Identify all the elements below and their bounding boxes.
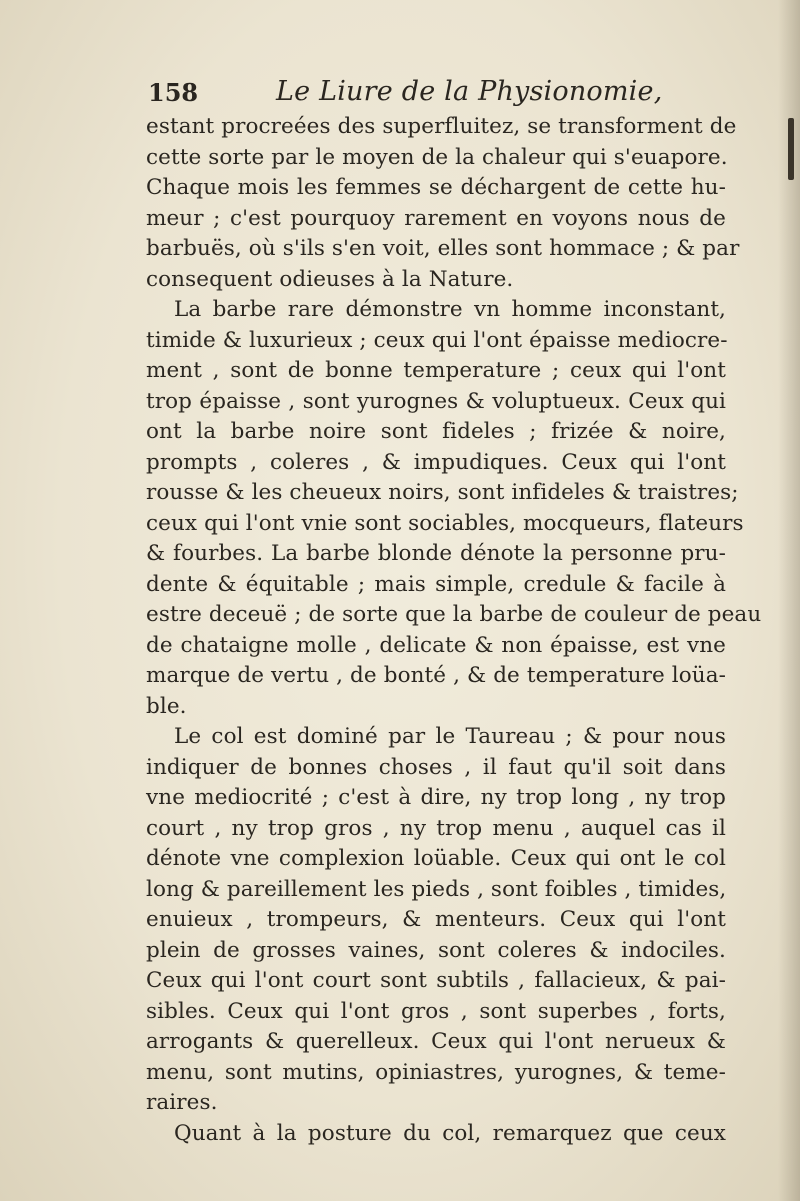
page-number: 158: [148, 78, 199, 107]
text-line: indiquer de bonnes choses , il faut qu'il soit dans: [146, 754, 726, 780]
text-line: sibles. Ceux qui l'ont gros , sont superbes , forts,: [146, 998, 726, 1024]
text-line: raires.: [146, 1090, 218, 1115]
running-title: Le Liure de la Physionomie,: [276, 76, 663, 107]
text-line: estre deceuë ; de sorte que la barbe de couleur de peau: [146, 602, 762, 627]
text-line: de chataigne molle , delicate & non épaisse, est vne: [146, 632, 726, 658]
text-line: long & pareillement les pieds , sont foibles , timides,: [146, 876, 727, 902]
page-edge-shadow: [778, 0, 800, 1201]
text-line: Chaque mois les femmes se déchargent de cette hu-: [146, 175, 726, 200]
text-line: barbuës, où s'ils s'en voit, elles sont hommace ; & par: [146, 236, 740, 261]
text-line: trop épaisse , sont yurognes & voluptueux. Ceux qui: [146, 388, 726, 414]
text-line: marque de vertu , de bonté , & de temperature loüa-: [146, 663, 726, 688]
text-line: ceux qui l'ont vnie sont sociables, mocqueurs, flateurs: [146, 510, 744, 536]
text-line: ment , sont de bonne temperature ; ceux qui l'ont: [146, 358, 726, 383]
text-line: ont la barbe noire sont fideles ; frizée & noire,: [146, 419, 726, 444]
binding-mark: [788, 118, 794, 180]
text-line: enuieux , trompeurs, & menteurs. Ceux qui l'ont: [146, 907, 726, 932]
text-line: vne mediocrité ; c'est à dire, ny trop long , ny trop: [146, 785, 726, 810]
text-line: cette sorte par le moyen de la chaleur qui s'euapore.: [146, 144, 728, 170]
text-line: ble.: [146, 693, 187, 719]
text-line: court , ny trop gros , ny trop menu , auquel cas il: [146, 815, 726, 841]
text-line: arrogants & querelleux. Ceux qui l'ont nerueux &: [146, 1029, 726, 1054]
body-text: [146, 112, 762, 1149]
text-line: consequent odieuses à la Nature.: [146, 266, 514, 292]
text-line: dénote vne complexion loüable. Ceux qui ont le col: [146, 846, 726, 871]
text-line: timide & luxurieux ; ceux qui l'ont épaisse mediocre-: [146, 327, 728, 353]
text-line: Ceux qui l'ont court sont subtils , fallacieux, & pai-: [146, 968, 726, 993]
text-line: rousse & les cheueux noirs, sont infideles & traistres;: [146, 480, 739, 505]
text-line: dente & équitable ; mais simple, credule & facile à: [146, 571, 726, 597]
page-header: [148, 70, 734, 114]
text-line: plein de grosses vaines, sont coleres & indociles.: [146, 937, 726, 963]
text-line: menu, sont mutins, opiniastres, yurognes, & teme-: [146, 1059, 726, 1085]
text-line: La barbe rare démonstre vn homme inconstant,: [174, 297, 726, 322]
text-line: meur ; c'est pourquoy rarement en voyons nous de: [146, 205, 726, 231]
text-line: & fourbes. La barbe blonde dénote la personne pru-: [146, 541, 726, 566]
text-line: prompts , coleres , & impudiques. Ceux qui l'ont: [146, 449, 726, 475]
text-line: Quant à la posture du col, remarquez que ceux: [174, 1120, 726, 1146]
text-line: estant procreées des superfluitez, se transforment de: [146, 114, 737, 139]
text-line: Le col est dominé par le Taureau ; & pour nous: [174, 724, 726, 749]
